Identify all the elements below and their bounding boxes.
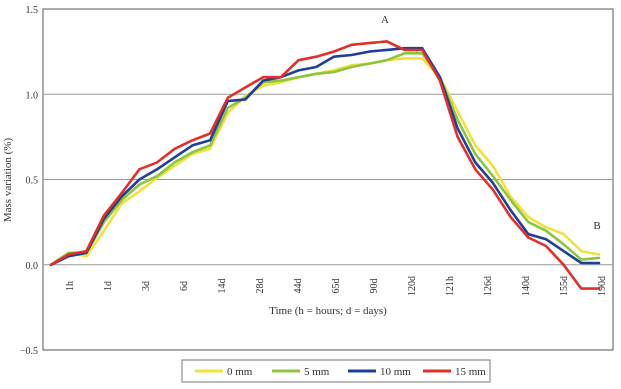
- y-axis-label: Mass variation (%): [2, 137, 14, 223]
- x-tick-label: 14d: [217, 278, 228, 294]
- annotation-label: A: [381, 14, 389, 26]
- y-tick-label: 0.0: [25, 260, 38, 272]
- y-tick-label: 1.5: [25, 5, 38, 16]
- legend-label: 5 mm: [304, 366, 330, 378]
- x-tick-label: 126d: [483, 276, 494, 296]
- x-axis-label: Time (h = hours; d = days): [269, 305, 387, 317]
- x-tick-label: 44d: [293, 278, 304, 294]
- x-tick-label: 121h: [445, 276, 456, 296]
- x-tick-label: 6d: [179, 281, 190, 291]
- y-tick-labels: [20, 5, 38, 357]
- y-tick-label: −0.5: [19, 346, 38, 357]
- y-tick-label: 0.5: [25, 175, 38, 187]
- x-tick-label: 90d: [369, 278, 380, 294]
- legend-label: 10 mm: [380, 366, 411, 378]
- x-tick-label: 140d: [521, 276, 532, 296]
- annotation-label: B: [593, 220, 601, 232]
- legend-label: 0 mm: [227, 366, 253, 378]
- x-tick-label: 1h: [65, 281, 76, 291]
- x-tick-label: 28d: [255, 278, 266, 294]
- x-tick-label: 1d: [103, 281, 114, 291]
- legend-label: 15 mm: [455, 366, 486, 378]
- x-tick-label: 65d: [331, 278, 342, 294]
- x-tick-label: 120d: [407, 276, 418, 296]
- x-tick-label: 190d: [597, 276, 608, 296]
- legend: [182, 360, 490, 382]
- x-tick-label: 3d: [141, 281, 152, 291]
- y-tick-label: 1.0: [25, 90, 38, 102]
- x-tick-label: 155d: [559, 276, 570, 296]
